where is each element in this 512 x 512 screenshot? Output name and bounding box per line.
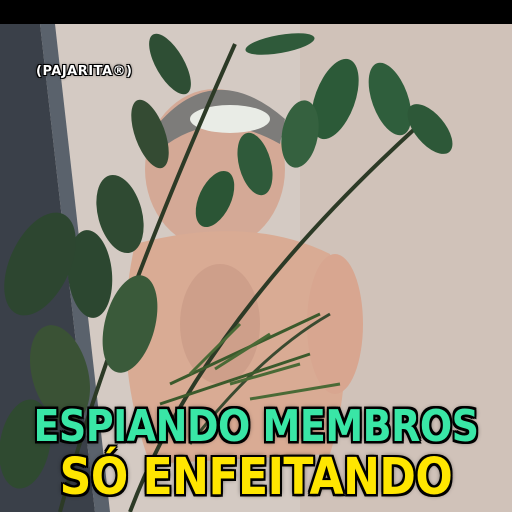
watermark-text: (PAJARITA®) (36, 64, 133, 79)
caption-line-1: ESPIANDO MEMBROS (33, 400, 479, 452)
caption-line-2: SÓ ENFEITANDO (59, 448, 453, 507)
